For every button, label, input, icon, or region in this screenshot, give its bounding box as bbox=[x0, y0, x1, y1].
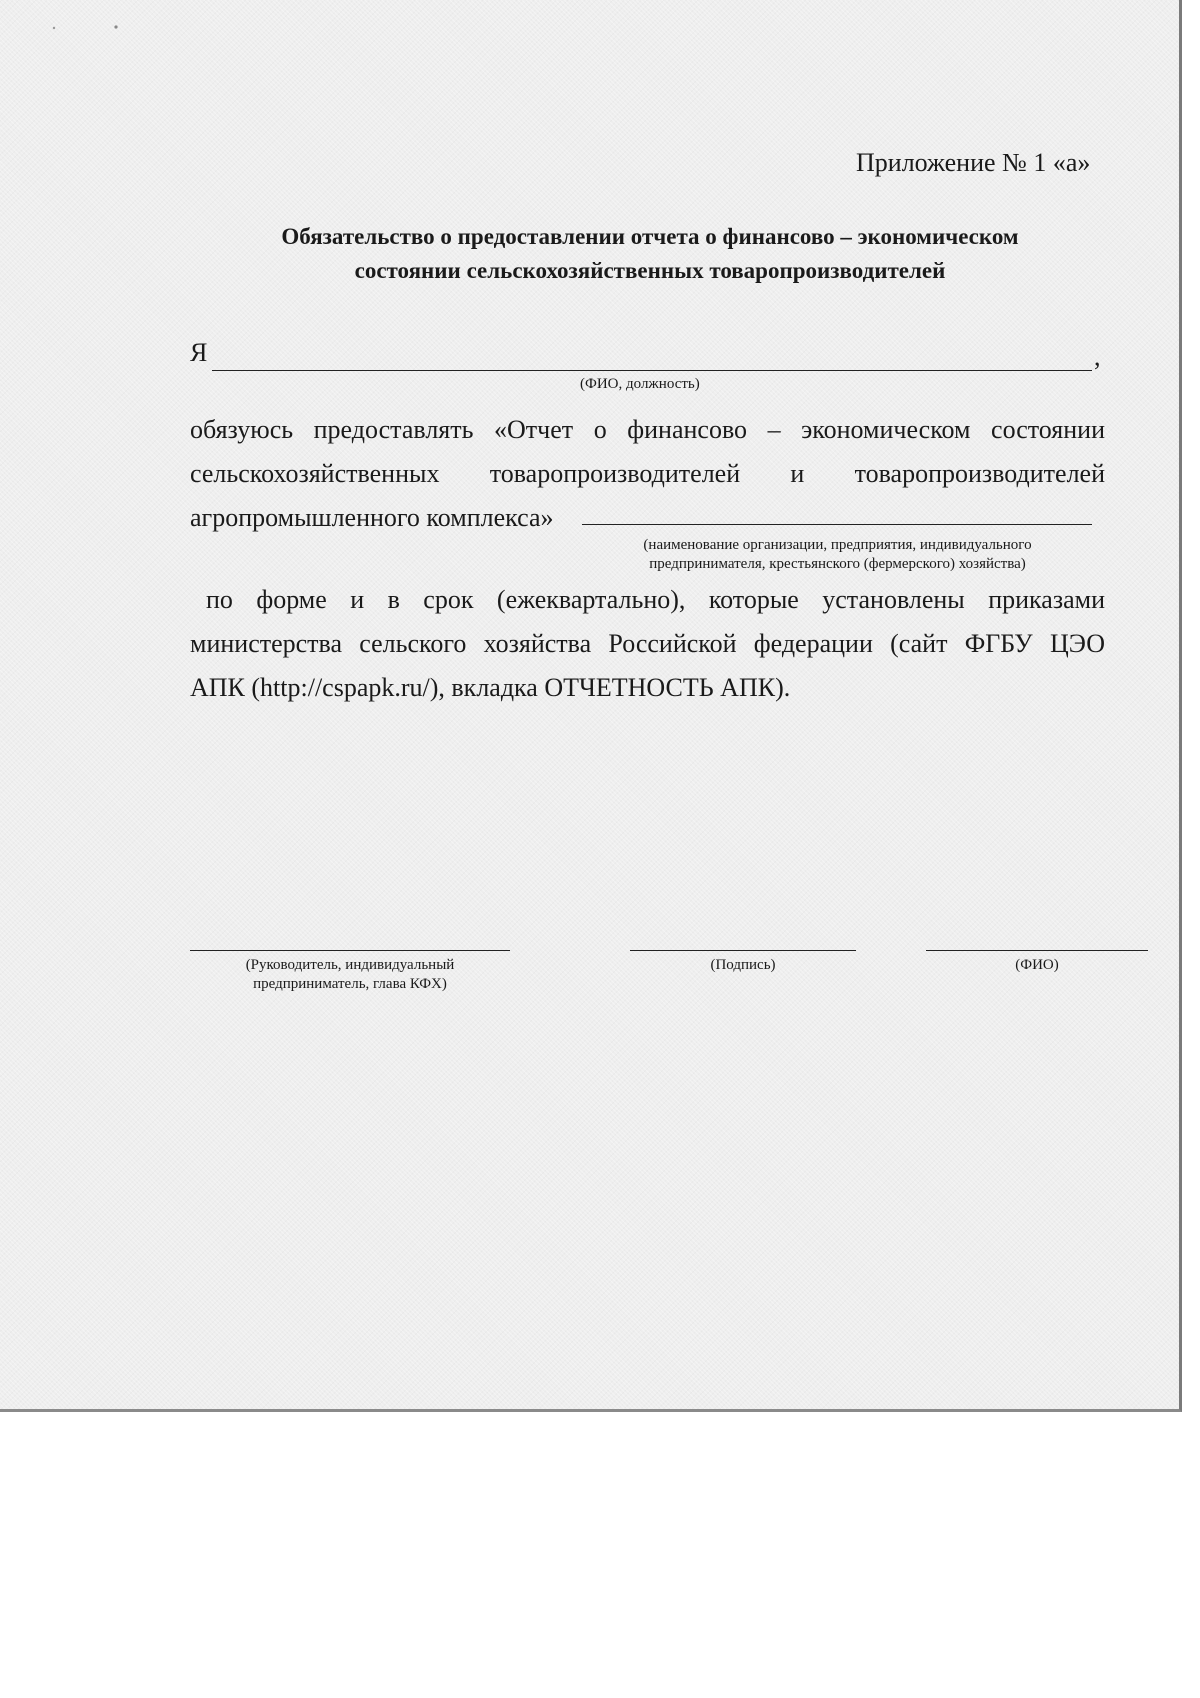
ya-comma: , bbox=[1094, 342, 1101, 371]
signature-hint bbox=[630, 956, 856, 975]
ya-label: Я bbox=[190, 338, 208, 367]
paragraph2-line-2: министерства сельского хозяйства Российской федерации (сайт ФГБУ ЦЭО bbox=[190, 629, 1105, 658]
fio-position-hint: (ФИО, должность) bbox=[580, 376, 700, 392]
paragraph2-line-3: АПК (http://cspapk.ru/), вкладка ОТЧЕТНОСТЬ АПК). bbox=[190, 673, 791, 702]
signature-hint-text: (Подпись) bbox=[710, 957, 776, 973]
paragraph1-line-3: агропромышленного комплекса» bbox=[190, 503, 554, 532]
organization-hint bbox=[580, 536, 1095, 574]
fio-hint-text: (ФИО) bbox=[1015, 957, 1059, 973]
fio-blank-line[interactable] bbox=[926, 950, 1148, 951]
paragraph1-line-1: обязуюсь предоставлять «Отчет о финансово – экономическом состоянии bbox=[190, 415, 1105, 444]
scan-specks bbox=[50, 22, 130, 34]
organization-hint-line-1: (наименование организации, предприятия, индивидуального bbox=[643, 537, 1032, 553]
document-title bbox=[150, 220, 1150, 288]
obligation-paragraph bbox=[190, 408, 1105, 540]
title-line-2: состоянии сельскохозяйственных товаропроизводителей bbox=[354, 258, 946, 283]
terms-paragraph bbox=[190, 578, 1105, 710]
head-hint bbox=[190, 956, 510, 994]
title-line-1: Обязательство о предоставлении отчета о финансово – экономическом bbox=[281, 224, 1019, 249]
appendix-label: Приложение № 1 «а» bbox=[856, 148, 1091, 177]
head-hint-line-2: предприниматель, глава КФХ) bbox=[253, 976, 447, 992]
organization-hint-line-2: предпринимателя, крестьянского (фермерского) хозяйства) bbox=[649, 556, 1026, 572]
paragraph2-line-1: по форме и в срок (ежеквартально), которые установлены приказами bbox=[206, 585, 1105, 614]
head-signature-blank-line[interactable] bbox=[190, 950, 510, 951]
fio-position-blank-line[interactable] bbox=[212, 370, 1092, 371]
fio-hint bbox=[926, 956, 1148, 975]
paragraph1-line-2: сельскохозяйственных товаропроизводителей и товаропроизводителей bbox=[190, 459, 1105, 488]
signature-blank-line[interactable] bbox=[630, 950, 856, 951]
head-hint-line-1: (Руководитель, индивидуальный bbox=[245, 957, 455, 973]
organization-blank-line[interactable] bbox=[582, 524, 1092, 525]
